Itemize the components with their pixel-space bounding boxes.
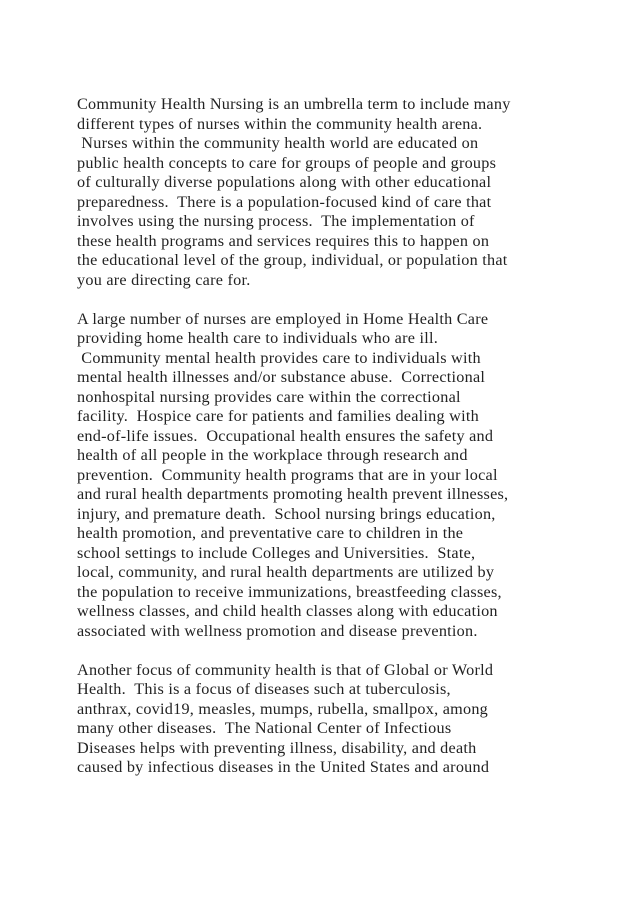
text-line: providing home health care to individuals who are ill. bbox=[77, 329, 438, 347]
paragraph-2 bbox=[77, 310, 577, 642]
text-line: school settings to include Colleges and Universities. State, bbox=[77, 543, 476, 562]
text-line: facility. Hospice care for patients and families dealing with bbox=[77, 407, 479, 425]
text-line: prevention. Community health programs that are in your local bbox=[77, 465, 498, 484]
text-line: Health. This is a focus of diseases such at tuberculosis, bbox=[77, 680, 451, 698]
text-line: health of all people in the workplace through research and bbox=[77, 446, 468, 464]
paragraph-spacer bbox=[77, 290, 577, 310]
text-line: Diseases helps with preventing illness, disability, and death bbox=[77, 738, 477, 757]
text-line: health promotion, and preventative care to children in the bbox=[77, 524, 464, 542]
text-line: nonhospital nursing provides care within the correctional bbox=[77, 387, 461, 406]
paragraph-1 bbox=[77, 95, 577, 290]
text-line: the population to receive immunizations, breastfeeding classes, bbox=[77, 582, 502, 601]
text-line: the educational level of the group, individual, or population that bbox=[77, 251, 508, 269]
text-line: Community mental health provides care to individuals with bbox=[77, 348, 481, 367]
text-line: these health programs and services requires this to happen on bbox=[77, 231, 490, 250]
text-line: injury, and premature death. School nursing brings education, bbox=[77, 504, 496, 523]
text-line: many other diseases. The National Center of Infectious bbox=[77, 719, 452, 737]
paragraph-3 bbox=[77, 661, 577, 778]
text-line: public health concepts to care for groups of people and groups bbox=[77, 153, 497, 172]
text-line: Community Health Nursing is an umbrella term to include many bbox=[77, 95, 511, 113]
text-line: local, community, and rural health departments are utilized by bbox=[77, 563, 495, 581]
text-line: caused by infectious diseases in the United States and around bbox=[77, 758, 490, 776]
text-line: wellness classes, and child health classes along with education bbox=[77, 602, 498, 620]
text-line: Nurses within the community health world are educated on bbox=[77, 134, 479, 152]
text-line: different types of nurses within the community health arena. bbox=[77, 114, 483, 133]
text-line: of culturally diverse populations along with other educational bbox=[77, 173, 492, 191]
text-line: anthrax, covid19, measles, mumps, rubella, smallpox, among bbox=[77, 699, 489, 718]
text-line: involves using the nursing process. The implementation of bbox=[77, 212, 475, 230]
text-line: Another focus of community health is that of Global or World bbox=[77, 660, 494, 679]
text-line: end-of-life issues. Occupational health ensures the safety and bbox=[77, 426, 494, 445]
document-body bbox=[77, 95, 577, 778]
paragraph-spacer bbox=[77, 641, 577, 661]
text-line: mental health illnesses and/or substance abuse. Correctional bbox=[77, 368, 486, 386]
text-line: A large number of nurses are employed in Home Health Care bbox=[77, 309, 489, 328]
text-line: and rural health departments promoting health prevent illnesses, bbox=[77, 485, 509, 503]
text-line: associated with wellness promotion and disease prevention. bbox=[77, 621, 478, 640]
text-line: preparedness. There is a population-focused kind of care that bbox=[77, 192, 492, 211]
text-line: you are directing care for. bbox=[77, 270, 251, 289]
